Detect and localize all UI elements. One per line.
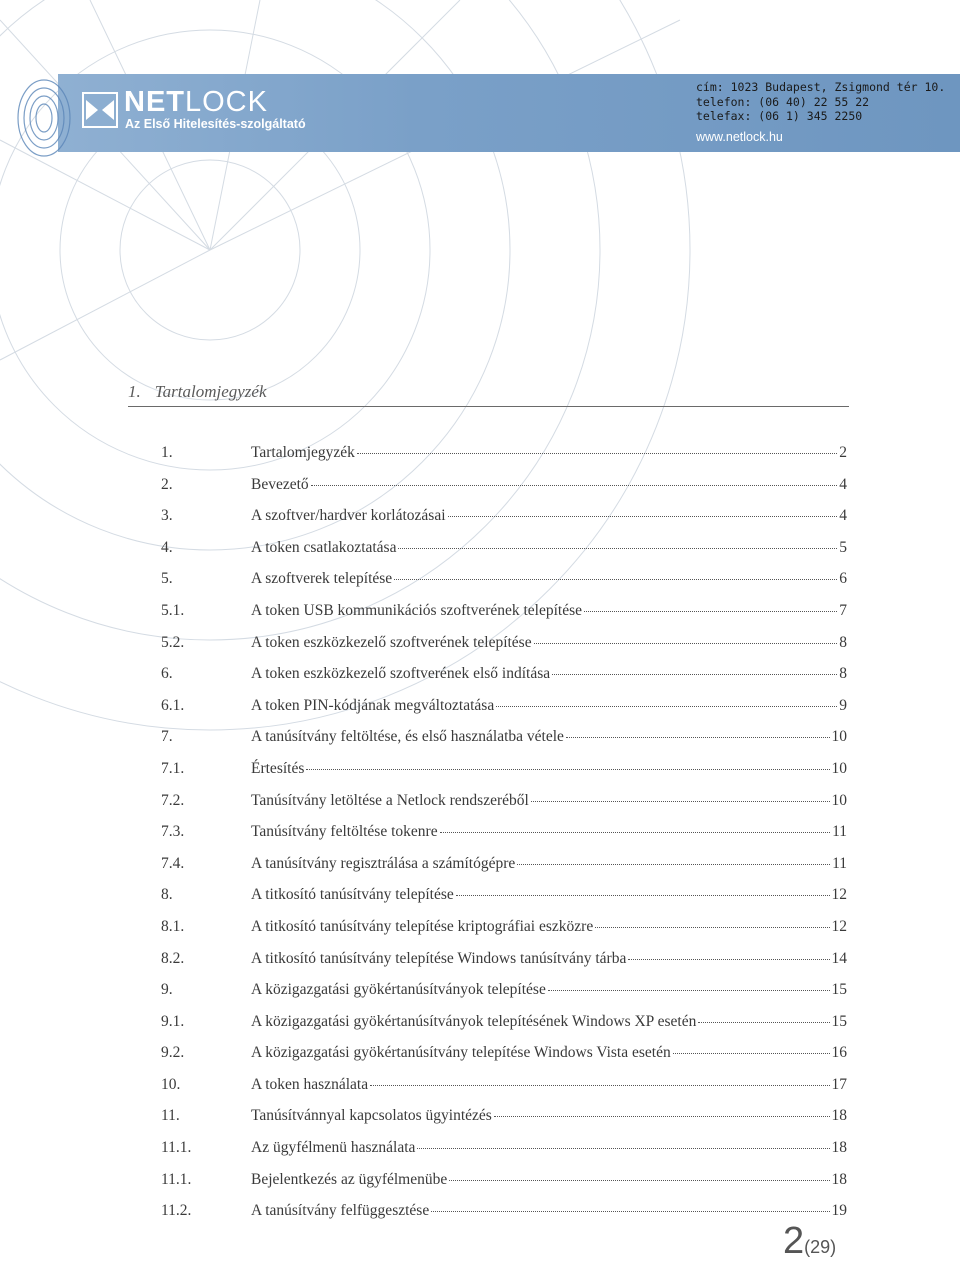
toc-entry-page[interactable]: 12: [831, 917, 847, 935]
toc-entry-title[interactable]: A tanúsítvány feltöltése, és első használatba vétele: [251, 728, 564, 746]
toc-entry[interactable]: [161, 1139, 847, 1171]
toc-dot-leader: [496, 706, 837, 707]
toc-entry-page[interactable]: 5: [839, 538, 847, 556]
toc-entry-number: 8.1.: [161, 917, 185, 935]
toc-entry-page[interactable]: 10: [831, 728, 847, 746]
section-heading: [128, 382, 849, 407]
toc-entry-title[interactable]: Értesítés: [251, 759, 305, 777]
toc-entry-number: 11.1.: [161, 1170, 192, 1188]
toc-entry[interactable]: [161, 1076, 847, 1108]
total-pages: (29): [804, 1237, 837, 1257]
toc-entry[interactable]: [161, 476, 847, 508]
toc-entry-page[interactable]: 17: [831, 1075, 847, 1093]
table-of-contents: [161, 444, 847, 1234]
toc-entry-title[interactable]: A token csatlakoztatása: [251, 538, 397, 556]
toc-entry[interactable]: [161, 950, 847, 982]
toc-entry-number: 11.: [161, 1107, 180, 1125]
toc-entry-page[interactable]: 16: [831, 1044, 847, 1062]
toc-dot-leader: [584, 611, 837, 612]
toc-entry[interactable]: [161, 792, 847, 824]
toc-dot-leader: [398, 548, 837, 549]
toc-entry-page[interactable]: 19: [831, 1202, 847, 1220]
toc-entry-page[interactable]: 11: [832, 823, 847, 841]
toc-entry-title[interactable]: Tanúsítvánnyal kapcsolatos ügyintézés: [251, 1107, 492, 1125]
toc-entry-page[interactable]: 12: [831, 886, 847, 904]
toc-entry-number: 11.1.: [161, 1139, 192, 1157]
toc-entry-page[interactable]: 15: [831, 981, 847, 999]
toc-entry-number: 7.2.: [161, 791, 185, 809]
toc-entry[interactable]: [161, 1171, 847, 1203]
toc-entry-title[interactable]: A titkosító tanúsítvány telepítése: [251, 886, 454, 904]
toc-dot-leader: [494, 1116, 830, 1117]
phone-text: telefon: (06 40) 22 55 22: [696, 94, 870, 109]
toc-dot-leader: [698, 1022, 829, 1023]
toc-entry[interactable]: [161, 634, 847, 666]
address-text: cím: 1023 Budapest, Zsigmond tér 10.: [696, 80, 946, 94]
toc-entry-title[interactable]: Tanúsítvány letöltése a Netlock rendszeréből: [251, 791, 529, 809]
toc-entry[interactable]: [161, 1107, 847, 1139]
toc-dot-leader: [440, 832, 830, 833]
toc-entry-title[interactable]: A token USB kommunikációs szoftverének telepítése: [251, 601, 583, 619]
toc-entry-page[interactable]: 8: [839, 665, 847, 683]
toc-dot-leader: [417, 1148, 829, 1149]
toc-entry-number: 7.1.: [161, 759, 185, 777]
toc-entry[interactable]: [161, 602, 847, 634]
toc-entry-page[interactable]: 9: [839, 696, 847, 714]
toc-entry-title[interactable]: A tanúsítvány regisztrálása a számítógépre: [251, 854, 516, 872]
brand-tagline: Az Első Hitelesítés-szolgáltató: [125, 117, 306, 131]
toc-entry-page[interactable]: 11: [832, 854, 847, 872]
toc-entry-title[interactable]: A titkosító tanúsítvány telepítése kriptográfiai eszközre: [251, 917, 594, 935]
toc-entry[interactable]: [161, 918, 847, 950]
website-link[interactable]: www.netlock.hu: [696, 129, 783, 144]
toc-dot-leader: [673, 1053, 830, 1054]
toc-dot-leader: [595, 927, 829, 928]
netlock-logo[interactable]: [82, 88, 342, 132]
toc-entry-title[interactable]: Tartalomjegyzék: [251, 444, 355, 461]
toc-entry-page[interactable]: 15: [831, 1012, 847, 1030]
toc-dot-leader: [357, 453, 837, 454]
toc-entry-number: 6.: [161, 665, 173, 683]
toc-entry[interactable]: [161, 855, 847, 887]
toc-dot-leader: [534, 643, 838, 644]
toc-entry-number: 11.2.: [161, 1202, 192, 1220]
toc-entry[interactable]: [161, 1202, 847, 1234]
toc-entry-title[interactable]: A szoftverek telepítése: [251, 570, 393, 588]
toc-entry[interactable]: [161, 507, 847, 539]
toc-entry-number: 7.: [161, 728, 173, 746]
toc-entry-page[interactable]: 8: [839, 633, 847, 651]
toc-entry-page[interactable]: 6: [839, 570, 847, 588]
netlock-logo-icon: [82, 92, 118, 128]
fax-text: telefax: (06 1) 345 2250: [696, 109, 863, 123]
toc-entry-page[interactable]: 14: [831, 949, 847, 967]
toc-entry[interactable]: [161, 539, 847, 571]
toc-entry[interactable]: [161, 886, 847, 918]
toc-dot-leader: [531, 801, 830, 802]
toc-entry-number: 5.1.: [161, 601, 185, 619]
toc-entry-number: 2.: [161, 475, 173, 493]
toc-entry-number: 5.2.: [161, 633, 185, 651]
toc-entry-title[interactable]: A közigazgatási gyökértanúsítványok telepítésének Windows XP esetén: [251, 1012, 697, 1030]
toc-entry[interactable]: [161, 697, 847, 729]
toc-entry-number: 3.: [161, 507, 173, 525]
toc-entry-page[interactable]: 18: [831, 1139, 847, 1157]
toc-entry-number: 9.: [161, 981, 173, 999]
toc-entry-page[interactable]: 10: [831, 759, 847, 777]
toc-entry-page[interactable]: 10: [831, 791, 847, 809]
section-number: 1.: [128, 382, 141, 401]
toc-dot-leader: [566, 737, 830, 738]
toc-entry-title[interactable]: A token eszközkezelő szoftverének telepítése: [251, 633, 532, 651]
section-title: Tartalomjegyzék: [154, 382, 267, 401]
toc-dot-leader: [449, 1180, 829, 1181]
toc-entry[interactable]: [161, 665, 847, 697]
toc-entry[interactable]: [161, 1013, 847, 1045]
current-page: 2: [783, 1220, 805, 1262]
toc-entry-title[interactable]: A szoftver/hardver korlátozásai: [251, 507, 446, 525]
toc-entry-title[interactable]: A közigazgatási gyökértanúsítvány telepítése Windows Vista esetén: [251, 1044, 671, 1062]
toc-dot-leader: [311, 485, 838, 486]
toc-entry-title[interactable]: A token használata: [251, 1075, 369, 1093]
toc-entry[interactable]: [161, 444, 847, 476]
toc-dot-leader: [456, 895, 830, 896]
toc-entry[interactable]: [161, 760, 847, 792]
toc-entry-page[interactable]: 4: [839, 507, 847, 525]
toc-entry-title[interactable]: A titkosító tanúsítvány telepítése Windows tanúsítvány tárba: [251, 949, 627, 967]
toc-entry-number: 7.4.: [161, 854, 185, 872]
toc-entry-page[interactable]: 4: [839, 475, 847, 493]
toc-entry-number: 8.2.: [161, 949, 185, 967]
toc-dot-leader: [370, 1085, 829, 1086]
toc-entry-title[interactable]: A token PIN-kódjának megváltoztatása: [251, 696, 495, 714]
toc-dot-leader: [431, 1211, 829, 1212]
toc-dot-leader: [548, 990, 830, 991]
toc-entry-number: 1.: [161, 444, 173, 461]
toc-dot-leader: [517, 864, 830, 865]
toc-entry-title[interactable]: Tanúsítvány feltöltése tokenre: [251, 823, 438, 841]
toc-entry-number: 8.: [161, 886, 173, 904]
toc-entry-page[interactable]: 2: [839, 444, 847, 461]
page-number: [783, 1220, 836, 1263]
toc-entry-number: 5.: [161, 570, 173, 588]
toc-entry-number: 10.: [161, 1075, 181, 1093]
toc-entry-title[interactable]: A közigazgatási gyökértanúsítványok telepítése: [251, 981, 546, 999]
toc-entry[interactable]: [161, 1044, 847, 1076]
toc-entry-title[interactable]: A token eszközkezelő szoftverének első indítása: [251, 665, 551, 683]
toc-entry-number: 7.3.: [161, 823, 185, 841]
toc-dot-leader: [628, 959, 829, 960]
toc-entry[interactable]: [161, 981, 847, 1013]
toc-entry-title[interactable]: Bevezető: [251, 475, 309, 493]
toc-dot-leader: [394, 579, 837, 580]
toc-entry-title[interactable]: A tanúsítvány felfüggesztése: [251, 1202, 430, 1220]
toc-dot-leader: [306, 769, 829, 770]
toc-entry-page[interactable]: 18: [831, 1107, 847, 1125]
toc-entry-page[interactable]: 18: [831, 1170, 847, 1188]
toc-entry-number: 9.1.: [161, 1012, 185, 1030]
toc-entry-title[interactable]: Az ügyfélmenü használata: [251, 1139, 416, 1157]
toc-entry[interactable]: [161, 570, 847, 602]
toc-entry[interactable]: [161, 728, 847, 760]
contact-block: [696, 80, 945, 144]
brand-name: NETLOCK: [124, 86, 268, 118]
toc-entry-number: 4.: [161, 538, 173, 556]
toc-entry-page[interactable]: 7: [839, 601, 847, 619]
toc-dot-leader: [552, 674, 837, 675]
toc-entry-title[interactable]: Bejelentkezés az ügyfélmenübe: [251, 1170, 448, 1188]
toc-entry-number: 9.2.: [161, 1044, 185, 1062]
toc-entry[interactable]: [161, 823, 847, 855]
toc-dot-leader: [448, 516, 838, 517]
toc-entry-number: 6.1.: [161, 696, 185, 714]
